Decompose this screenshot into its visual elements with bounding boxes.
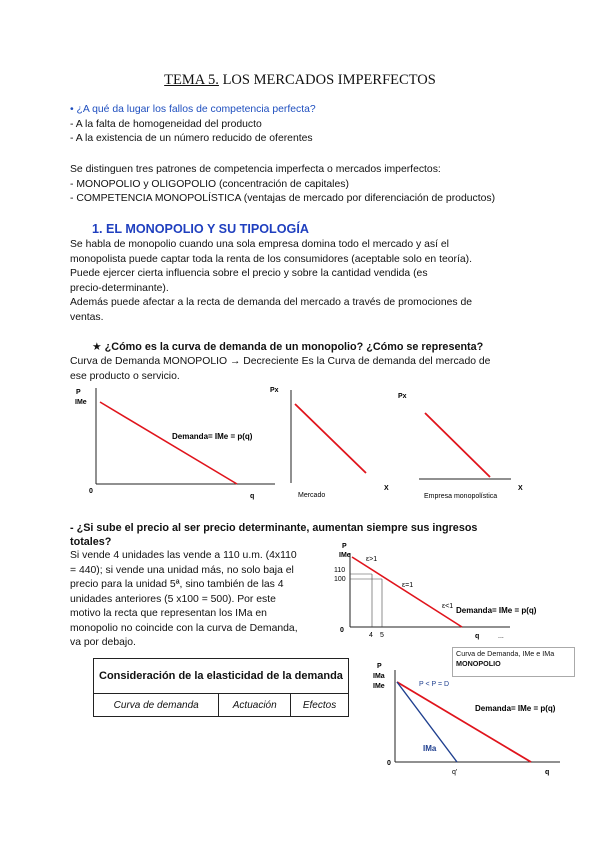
question-line: totales?: [70, 536, 112, 548]
table-header-row: [94, 659, 349, 694]
answer-line: Curva de Demanda MONOPOLIO → Decreciente Es la Curva de demanda del mercado de: [70, 356, 491, 367]
fig2-y-label-ime: IMe: [339, 552, 351, 559]
answer-line: Si vende 4 unidades las vende a 110 u.m. (4x110: [70, 550, 297, 561]
fig2-demand-line: [352, 557, 462, 627]
price-answer: [70, 549, 298, 651]
fig1-y-label-ime: IMe: [75, 399, 87, 406]
table-header: Consideración de la elasticidad de la demanda: [94, 659, 349, 694]
table-cell: Actuación: [219, 694, 291, 717]
fig2-curve-label: Demanda= IMe = p(q): [456, 606, 537, 615]
answer-line: ese producto o servicio.: [70, 370, 180, 382]
fig3-x-label: q: [545, 769, 550, 776]
fig2-y-label-p: P: [342, 543, 347, 550]
elasticity-table: [93, 658, 349, 717]
fig2-dots: ...: [498, 633, 504, 640]
answer-line: motivo la recta que representan los IMa en: [70, 608, 267, 619]
curve-question: ★ ¿Cómo es la curva de demanda de un monopolio? ¿Cómo se representa?: [92, 341, 484, 353]
fig2-elastic-gt1: ε>1: [366, 556, 378, 563]
fig3-y-label-ima: IMa: [373, 673, 385, 680]
fig1-demand-line: [100, 402, 237, 484]
title-rest: LOS MERCADOS IMPERFECTOS: [218, 72, 436, 88]
legend-line: MONOPOLIO: [456, 659, 501, 668]
pattern-item: - COMPETENCIA MONOPOLÍSTICA (ventajas de mercado por diferenciación de productos): [70, 193, 496, 204]
fig3-y-label-ime: IMe: [373, 683, 385, 690]
table-cell: Curva de demanda: [94, 694, 219, 717]
fig1-mid-x-label: X: [384, 485, 389, 492]
fig1-firm-demand: [425, 413, 490, 477]
body-line: Se habla de monopolio cuando una sola empresa domina todo el mercado y así el: [70, 239, 449, 250]
section1-body: [70, 238, 472, 325]
fig3-y-label-p: P: [377, 663, 382, 670]
fig1-right-y-label: Px: [398, 393, 407, 400]
fig1-right-x-label: X: [518, 485, 523, 492]
intro-block: [70, 103, 316, 147]
fig2-x-label: q: [475, 633, 480, 640]
fig1-mid-caption: Mercado: [298, 492, 326, 499]
elasticity-figure: [320, 535, 537, 645]
patterns-lead: Se distinguen tres patrones de competencia imperfecta o mercados imperfectos:: [70, 164, 441, 175]
answer-line: va por debajo.: [70, 637, 136, 648]
fig2-price-100: 100: [334, 576, 346, 583]
answer-line: monopolio no coincide con la curva de Demanda,: [70, 622, 298, 634]
fig2-elastic-lt1: ε<1: [442, 603, 454, 610]
answer-line: unidades anteriores (5 x100 = 500). Por este: [70, 593, 276, 605]
intro-line: - A la existencia de un número reducido de oferentes: [70, 133, 313, 144]
fig1-x-label: q: [250, 493, 255, 500]
fig2-q4: 4: [369, 632, 373, 639]
fig2-q5: 5: [380, 632, 384, 639]
fig3-demand-line: [397, 682, 531, 762]
fig3-origin: 0: [387, 760, 391, 767]
body-line: precio-determinante).: [70, 282, 169, 294]
pattern-item: - MONOPOLIO y OLIGOPOLIO (concentración de capitales): [70, 178, 349, 190]
fig3-curve-label: Demanda= IMe = p(q): [475, 704, 556, 713]
fig2-origin: 0: [340, 627, 344, 634]
legend-line: Curva de Demanda, IMe e IMa: [456, 649, 555, 658]
fig3-qprime: q': [452, 769, 458, 776]
page-title: [0, 72, 600, 89]
intro-question: • ¿A qué da lugar los fallos de competencia perfecta?: [70, 104, 316, 115]
ima-figure: [355, 658, 585, 778]
table-cell: Efectos: [291, 694, 349, 717]
intro-line: - A la falta de homogeneidad del producto: [70, 118, 262, 130]
fig3-ima-label: IMa: [423, 744, 437, 753]
body-line: monopolista puede captar toda la renta de los consumidores (aceptable solo en teoría).: [70, 253, 473, 265]
fig3-note: P < P = D: [419, 681, 450, 688]
body-line: Puede ejercer cierta influencia sobre el precio y sobre la cantidad vendida (es: [70, 268, 428, 279]
fig2-price-110: 110: [334, 567, 346, 574]
answer-line: precio para la unidad 5ª, sino también de las 4: [70, 579, 284, 590]
fig2-elastic-eq1: ε=1: [402, 582, 414, 589]
answer-line: = 440); si vende una unidad más, no solo baja el: [70, 564, 294, 576]
body-line: Además puede afectar a la recta de demanda del mercado a través de promociones de: [70, 297, 473, 308]
question-line: - ¿Si sube el precio al ser precio determinante, aumentan siempre sus ingresos: [70, 522, 478, 534]
fig1-mid-y-label: Px: [270, 387, 279, 394]
body-line: ventas.: [70, 311, 104, 323]
patterns-block: [70, 163, 495, 207]
title-prefix: TEMA 5.: [164, 72, 219, 88]
fig1-curve-label: Demanda= IMe = p(q): [172, 432, 253, 441]
fig1-y-label-p: P: [76, 389, 81, 396]
fig1-origin: 0: [89, 488, 93, 495]
demand-figure-1: [0, 380, 600, 505]
section-heading: 1. EL MONOPOLIO Y SU TIPOLOGÍA: [92, 222, 309, 236]
table-row: [94, 694, 349, 717]
fig1-market-demand: [295, 404, 366, 473]
fig1-right-caption: Empresa monopolística: [424, 493, 498, 500]
